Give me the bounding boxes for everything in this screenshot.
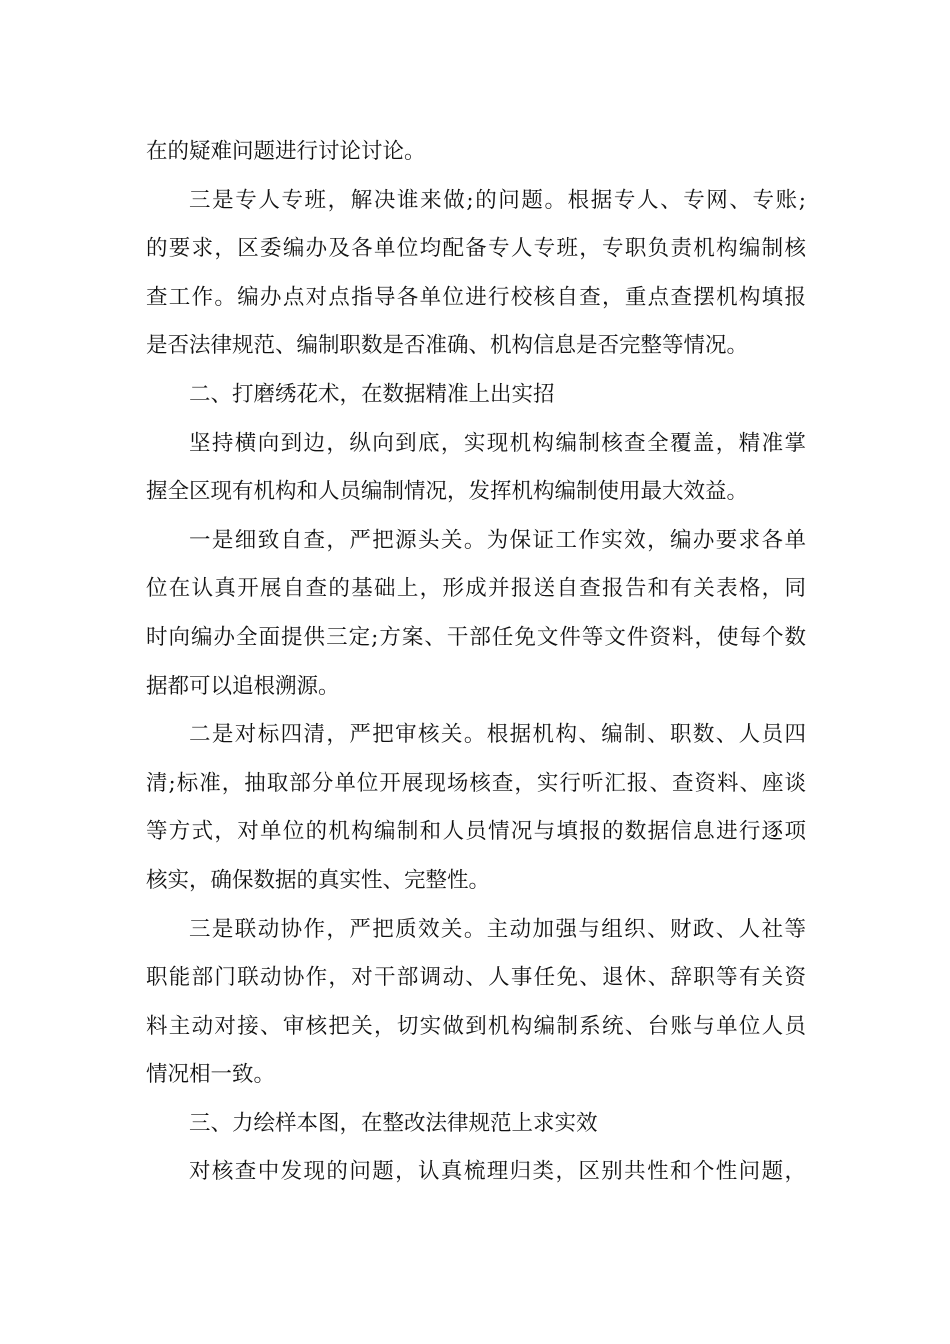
text-line: 核实，确保数据的真实性、完整性。 xyxy=(146,867,491,893)
document-body xyxy=(146,128,806,1197)
paragraph-start-line: 三是专人专班，解决谁来做;的问题。根据专人、专网、专账; xyxy=(189,187,806,213)
text-line: 是否法律规范、编制职数是否准确、机构信息是否完整等情况。 xyxy=(146,333,749,359)
text-line: 等方式，对单位的机构编制和人员情况与填报的数据信息进行逐项 xyxy=(146,819,806,845)
paragraph-start-line: 坚持横向到边，纵向到底，实现机构编制核查全覆盖，精准掌 xyxy=(189,430,806,456)
text-line: 据都可以追根溯源。 xyxy=(146,673,340,699)
text-line: 情况相一致。 xyxy=(146,1062,276,1088)
paragraph-start-line: 二是对标四清，严把审核关。根据机构、编制、职数、人员四 xyxy=(189,722,806,748)
text-line: 时向编办全面提供三定;方案、干部任免文件等文件资料，使每个数 xyxy=(146,624,806,650)
text-line: 职能部门联动协作，对干部调动、人事任免、退休、辞职等有关资 xyxy=(146,965,806,991)
text-line: 握全区现有机构和人员编制情况，发挥机构编制使用最大效益。 xyxy=(146,479,749,505)
section-heading: 二、打磨绣花术，在数据精准上出实招 xyxy=(189,381,555,407)
text-line: 料主动对接、审核把关，切实做到机构编制系统、台账与单位人员 xyxy=(146,1013,806,1039)
text-line: 查工作。编办点对点指导各单位进行校核自查，重点查摆机构填报 xyxy=(146,284,806,310)
text-line: 位在认真开展自查的基础上，形成并报送自查报告和有关表格，同 xyxy=(146,576,806,602)
paragraph-start-line: 三是联动协作，严把质效关。主动加强与组织、财政、人社等 xyxy=(189,916,806,942)
text-line: 在的疑难问题进行讨论讨论。 xyxy=(146,139,426,164)
section-heading: 三、力绘样本图，在整改法律规范上求实效 xyxy=(189,1110,598,1136)
text-line: 清;标准，抽取部分单位开展现场核查，实行听汇报、查资料、座谈 xyxy=(146,770,806,796)
text-line: 的要求，区委编办及各单位均配备专人专班，专职负责机构编制核 xyxy=(146,236,806,262)
paragraph-start-line: 一是细致自查，严把源头关。为保证工作实效，编办要求各单 xyxy=(189,527,806,553)
paragraph-start-line: 对核查中发现的问题，认真梳理归类，区别共性和个性问题， xyxy=(189,1159,806,1185)
